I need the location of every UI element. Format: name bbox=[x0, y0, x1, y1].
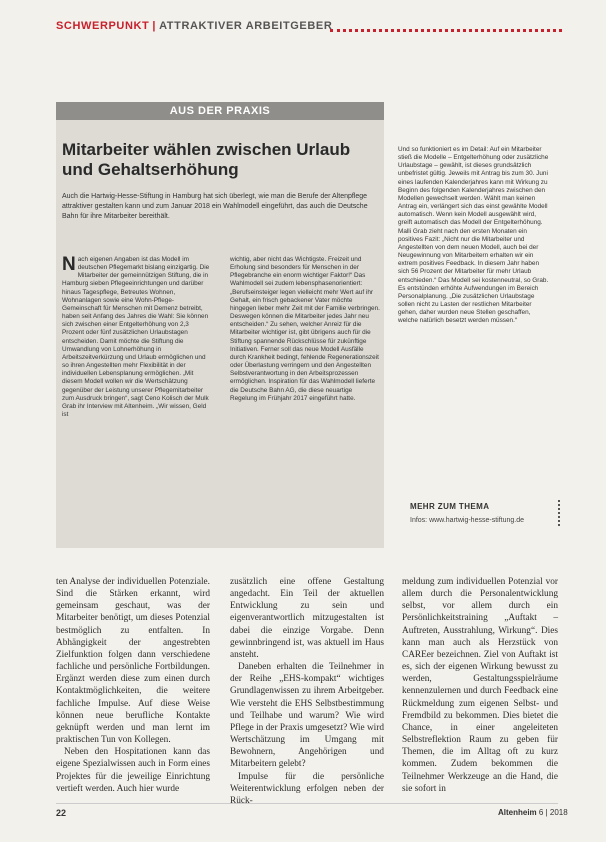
body-column-3 bbox=[402, 576, 558, 795]
more-info-dotted-rule bbox=[558, 500, 560, 526]
header-separator: | bbox=[152, 20, 157, 32]
topic-label: ATTRAKTIVER ARBEITGEBER bbox=[159, 20, 333, 32]
body-column-2 bbox=[230, 576, 384, 807]
header-dotted-rule bbox=[330, 29, 562, 32]
journal-issue: 6 | 2018 bbox=[538, 808, 568, 817]
section-label: SCHWERPUNKT bbox=[56, 20, 150, 32]
box-column-middle-text: wichtig, aber nicht das Wichtigste. Freizeit und Erholung sind besonders für Menschen in der Pflegebranche ein enorm wichtiger Faktor!“ Das Wahlmodell sei zudem lebensphasenorientiert: „Berufseinsteiger legen vielleicht mehr Wert auf ihr Gehalt, ein frisch gebackener Vater möchte hingegen lieber mehr Zeit mit der Familie verbringen. Deswegen können die Mitarbeiter jedes Jahr neu entscheiden.“ Zu sehen, welcher Anreiz für die Mitarbeiter wichtiger ist, gibt übrigens auch für die Stiftung spannende Rückschlüsse für zukünftige Initiativen. Ferner soll das neue Modell Ausfälle durch Krankheit bedingt, fehlende Regenerationszeit oder Überlastung verringern und den Angestellten Selbstverantwortung in den Arbeitsprozessen ermöglichen. Inspiration für das Wahlmodell lieferte die Deutsche Bahn AG, die diese neuartige Regelung im Frühjahr 2017 eingeführt hatte. bbox=[230, 256, 380, 402]
box-column-left bbox=[62, 256, 212, 419]
body-paragraph: Daneben erhalten die Teilnehmer in der Reihe „EHS-kompakt“ wichtiges Grundlagenwissen zu ihrem Arbeitgeber. Wie versteht die EHS Selbstbestimmung und Teilhabe und warum? Wie wird Pflege in der Praxis umgesetzt? Wie wird Wertschätzung im Umgang mit Bewohnern, Angehörigen und Mitarbeitern gelebt? bbox=[230, 662, 384, 770]
body-paragraph: ten Analyse der individuellen Potenziale. Sind die Stärken erkannt, wird gemeinsam geschaut, was der Mitarbeiter benötigt, um dieses Potenzial bestmöglich zu entfalten. In Abhängigkeit der angestrebten Zielfunktion folgen dann verschiedene fachliche und persönliche Fortbildungen. Ergänzt werden diese zum einen durch Kontaktmöglichkeiten, die weitere fachliche Impulse. Auf diese Weise können neue berufliche Kontakte geknüpft werden und man lernt im praktischen Tun von Kollegen. bbox=[56, 577, 210, 746]
box-intro: Auch die Hartwig-Hesse-Stiftung in Hamburg hat sich überlegt, wie man die Berufe der Altenpflege attraktiver gestalten kann und zum Januar 2018 ein Wahlmodell eingeführt, das auch die Deutsche Bahn für ihre Mitarbeiter bereithält. bbox=[62, 193, 368, 220]
body-paragraph: Neben den Hospitationen kann das eigene Spezialwissen auch in Form eines Projektes für die jeweilige Einrichtung vertieft werden. Auch hier wurde bbox=[56, 747, 210, 794]
drop-cap: N bbox=[62, 254, 76, 275]
journal-name: Altenheim bbox=[498, 808, 537, 817]
body-column-1 bbox=[56, 576, 210, 795]
box-headline: Mitarbeiter wählen zwischen Urlaub und Gehaltserhöhung bbox=[62, 140, 351, 179]
more-info-link[interactable]: Infos: www.hartwig-hesse-stiftung.de bbox=[410, 517, 524, 524]
box-column-left-text: ach eigenen Angaben ist das Modell im deutschen Pflegemarkt bislang einzigartig. Die Mitarbeiter der gemeinnützigen Stiftung, die in Hamburg sieben Pflegeeinrichtungen und darüber hinaus Tagespflege, Betreutes Wohnen, Wohnanlagen sowie eine Wohn-Pflege-Gemeinschaft für Menschen mit Demenz betreibt, haben seit Anfang des Jahres die Wahl: Sie können sich zwischen einer Entgelterhöhung von 2,3 Prozent oder fünf zusätzlichen Urlaubstagen entscheiden. Damit möchte die Stiftung die Umwandlung von Lohnerhöhung in Arbeitszeitverkürzung und Urlaub ermöglichen und so ihren Angestellten mehr Flexibilität in der individuellen Lebensplanung ermöglichen. „Mit diesem Modell wollen wir die Wertschätzung gegenüber der Leistung unserer Pflegemitarbeiter zum Ausdruck bringen“, sagt Ceno Kolisch der Mulk Grab ihr Interview mit Altenheim. „Wir wissen, Geld ist bbox=[62, 256, 210, 418]
body-paragraph: Impulse für die persönliche Weiterentwicklung erfolgen neben der Rück- bbox=[230, 771, 384, 806]
footer-rule bbox=[56, 803, 558, 804]
journal-footer bbox=[498, 808, 568, 817]
body-paragraph: zusätzlich eine offene Gestaltung angedacht. Ein Teil der aktuellen Entwicklung zu sein und eigenverantwortlich mitzugestalten ist dabei die einzige Vorgabe. Denn gewinnbringend ist, was aktuell im Haus ansteht. bbox=[230, 577, 384, 660]
section-header bbox=[56, 20, 332, 32]
page-number: 22 bbox=[56, 808, 67, 818]
more-info-heading: MEHR ZUM THEMA bbox=[410, 502, 490, 511]
box-column-right-text: Und so funktioniert es im Detail: Auf ein Mitarbeiter stieß die Modelle – Entgelterhöhung oder zusätzliche Urlaubstage – gewählt, ist dieses grundsätzlich unbefristet gültig. Jeweils mit Antrag bis zum 30. Juni eines laufenden Kalenderjahres kann mit Wirkung zu Beginn des folgenden Kalenderjahres zwischen den Modellen gewechselt werden. Wählt man keinen Antrag ein, verlängert sich das einst gewählte Modell automatisch. Wenn kein Modell ausgewählt wird, greift automatisch das Modell der Entgelterhöhung. Malli Grab zieht nach den ersten Monaten ein positives Fazit: „Nicht nur die Mitarbeiter und Angestellten von dem neuen Modell, auch bei der Neugewinnung von Mitarbeitern erhalten wir ein extrem positives Feedback. In diesem Jahr haben sich 56 Prozent der Mitarbeiter für mehr Urlaub entschieden.“ Das Modell sei kostenneutral, so Grab. Es entstünden erhöhte Aufwendungen im Bereich Personalplanung. „Die zusätzlichen Urlaubstage sollen nicht zu Lasten der restlichen Mitarbeiter gehen, daher wurden neue Stellen geschaffen, welche natürlich besetzt werden müssen.“ bbox=[398, 146, 549, 325]
box-column-middle bbox=[230, 256, 380, 403]
body-paragraph: meldung zum individuellen Potenzial vor allem durch die Personalentwicklung selbst, vor allem durch ein Persönlichkeitstraining „Auftakt – Auftreten, Ausstrahlung, Wirkung“. Dies kann man auch als Herzstück von CAREer bezeichnen. Ziel von Auftakt ist es, sich der eigenen Wirkung bewusst zu werden, Gestaltungsspielräume kennenzulernen und durch Feedback eine Rückmeldung zum eigenen Selbst- und Fremdbild zu bekommen. Dies bietet die Chance, in einer angeleiteten Selbstreflektion Raum zu geben für Themen, die im Alltag oft zu kurz kommen. Zudem bekommen die Teilnehmer Werkzeuge an die Hand, die sie sofort in bbox=[402, 577, 558, 794]
box-column-right bbox=[398, 146, 552, 325]
practice-banner: AUS DER PRAXIS bbox=[56, 102, 384, 120]
